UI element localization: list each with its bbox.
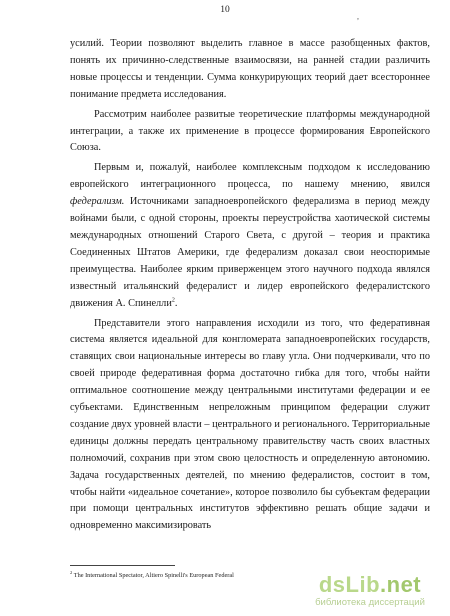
page-number: 10 [220, 5, 230, 15]
paragraph-3 [70, 160, 430, 312]
scan-mark: , [357, 12, 359, 21]
paragraph-2: Рассмотрим наиболее развитые теоретические платформы международной интеграции, а также их применение в процессе формирования Европейского Союза. [70, 108, 430, 154]
watermark-logo[interactable] [300, 573, 440, 608]
paragraph-1: усилий. Теории позволяют выделить главное в массе разобщенных фактов, понять их причинно-следственные взаимосвязи, на ранней стадии различить новые процессы и тенденции. Сумма конкурирующих теорий дает всестороннее понимание предмета исследования. [70, 38, 430, 100]
footnote-divider [70, 565, 175, 566]
footnote-text: The International Spectator, Altiero Spinelli's European Federal [73, 572, 234, 580]
watermark-logo-text: dsLib.net [318, 572, 422, 597]
paragraph-3-start: Первым и, пожалуй, наиболее комплексным подходом к исследованию европейского интеграционного процесса, по нашему мнению, явился [70, 162, 430, 191]
paragraph-4: Представители этого направления исходили из того, что федеративная система является идеальной для конгломерата западноевропейских государств, ставящих свои национальные интересы во главу угла. Они подчеркивали, что по своей природе федеративная форма достаточно гибка для того, чтобы найти оптимальное соотношение между центральными институтами федерации и ее субъектами. Единственным непреложным принципом федерации служит создание двух уровней власти – центрального и регионального. Территориальные единицы должны передать центральному правительству часть своих властных полномочий, сохранив при этом свою целостность и определенную автономию. Задача государственных деятелей, по мнению федералистов, состоит в том, чтобы найти «идеальное сочетание», которое позволило бы субъектам федерации при помощи центральных институтов эффективно решать общие задачи и одновременно максимизировать [70, 317, 430, 532]
watermark-subtitle: библиотека диссертаций [315, 597, 425, 608]
document-body [70, 36, 430, 535]
paragraph-3-end: . [174, 297, 178, 309]
paragraph-3-rest: Источниками западноевропейского федерализма в период между войнами были, с одной стороны, проекты переустройства хаотической системы международных отношений Старого Света, с другой – теория и практика Соединенных Штатов Америки, где федерализм доказал свои неоспоримые преимущества. Наиболее ярким приверженцем этого научного подхода являлся известный итальянский федералист и лидер европейского федералистского движения А. Спинелли [70, 196, 430, 309]
footnote-number: 2 [70, 570, 73, 575]
footnote-reference[interactable]: 2 [171, 297, 175, 304]
federalism-term: федерализм. [70, 196, 125, 208]
